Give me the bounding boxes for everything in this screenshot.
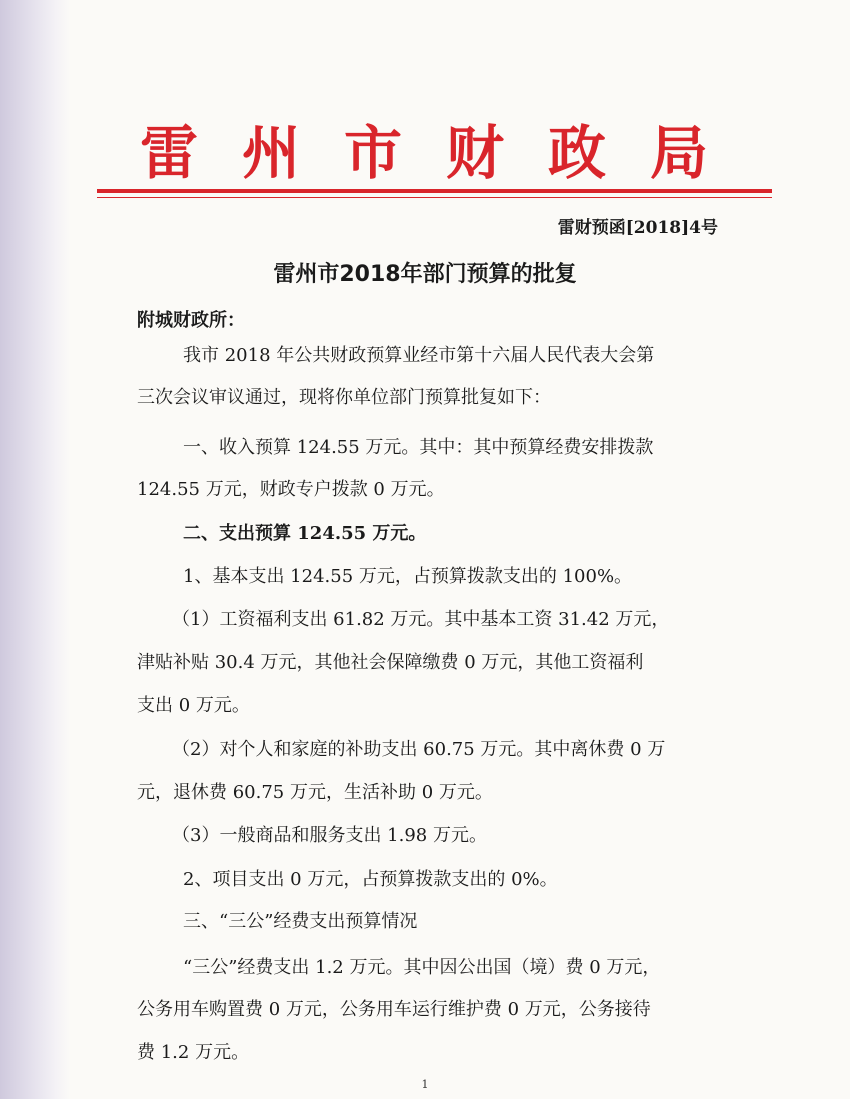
body-line: 我市 2018 年公共财政预算业经市第十六届人民代表大会第 (183, 345, 655, 366)
addressee: 附城财政所： (137, 310, 245, 331)
body-line: 元，退休费 60.75 万元，生活补助 0 万元。 (137, 782, 493, 803)
body-line: 三次会议审议通过，现将你单位部门预算批复如下： (137, 387, 551, 408)
body-line: 公务用车购置费 0 万元，公务用车运行维护费 0 万元，公务接待 (137, 999, 651, 1020)
document-title: 雷州市2018年部门预算的批复 (273, 262, 577, 287)
body-line: 支出 0 万元。 (137, 695, 250, 716)
body-line: 费 1.2 万元。 (137, 1042, 250, 1063)
body-line: 124.55 万元，财政专户拨款 0 万元。 (137, 479, 445, 500)
body-line: （1）工资福利支出 61.82 万元。其中基本工资 31.42 万元， (172, 609, 670, 630)
body-line: （2）对个人和家庭的补助支出 60.75 万元。其中离休费 0 万 (172, 739, 666, 760)
masthead-rule-thick (97, 189, 772, 193)
body-line: “三公”经费支出 1.2 万元。其中因公出国（境）费 0 万元， (183, 957, 661, 978)
body-line: 津贴补贴 30.4 万元，其他社会保障缴费 0 万元，其他工资福利 (137, 652, 644, 673)
body-line: 一、收入预算 124.55 万元。其中：其中预算经费安排拨款 (183, 437, 654, 458)
body-line: 二、支出预算 124.55 万元。 (183, 523, 427, 544)
masthead-title: 雷州市财政局 (140, 119, 753, 187)
body-line: 1、基本支出 124.55 万元，占预算拨款支出的 100%。 (183, 566, 633, 587)
body-line: 三、“三公”经费支出预算情况 (183, 911, 418, 932)
document-number: 雷财预函[2018]4号 (557, 218, 718, 238)
page-number: 1 (421, 1078, 429, 1091)
body-line: 2、项目支出 0 万元，占预算拨款支出的 0%。 (183, 869, 558, 890)
body-line: （3）一般商品和服务支出 1.98 万元。 (172, 825, 487, 846)
masthead-rule-thin (97, 197, 772, 198)
